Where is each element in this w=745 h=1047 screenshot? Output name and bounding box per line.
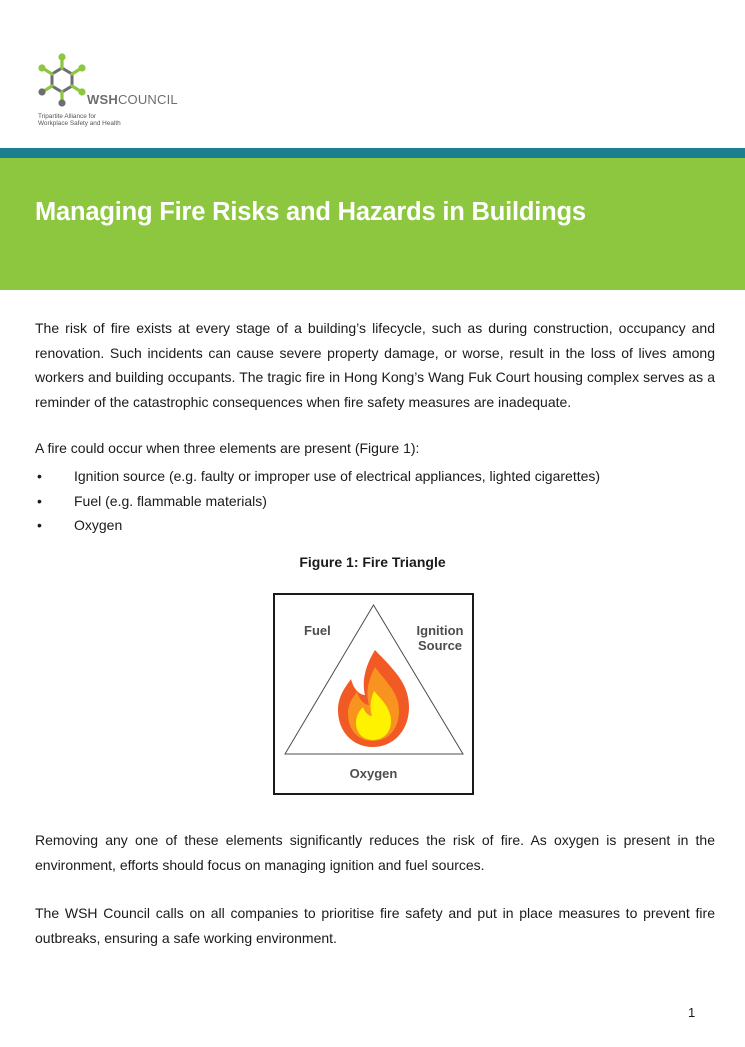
intro-paragraph: The risk of fire exists at every stage of a building’s lifecycle, such as during construction, occupancy and renovation. Such incidents can cause severe property damage, or worse, result in the loss of lives among workers and building occupants. The tragic fire in Hong Kong’s Wang Fuk Court housing complex serves as a reminder of the catastrophic consequences when fire safety measures are inadequate.	[35, 320, 715, 410]
figure-title: Figure 1: Fire Triangle	[299, 554, 446, 570]
bullet-icon: •	[37, 517, 42, 533]
fire-triangle-figure	[273, 593, 474, 795]
wsh-emblem-icon	[36, 52, 88, 110]
label-fuel: Fuel	[304, 623, 331, 638]
elements-lead: A fire could occur when three elements are present (Figure 1):	[35, 440, 420, 456]
list-item: • Ignition source (e.g. faulty or improper use of electrical appliances, lighted cigarettes)	[35, 464, 600, 489]
bullet-icon: •	[37, 468, 42, 484]
label-oxygen: Oxygen	[349, 766, 398, 781]
label-ignition-source: Ignition Source	[416, 623, 464, 653]
call-to-action-paragraph: The WSH Council calls on all companies to prioritise fire safety and put in place measures to prevent fire outbreaks, ensuring a safe working environment.	[35, 905, 715, 946]
flame-icon	[338, 650, 409, 747]
page-number: 1	[688, 1005, 696, 1020]
bullet-icon: •	[37, 492, 42, 509]
title-banner	[0, 158, 745, 290]
logo-tagline: Tripartite Alliance for Workplace Safety and Health	[38, 113, 121, 128]
list-item: • Fuel (e.g. flammable materials)	[35, 489, 600, 514]
header-accent-bar	[0, 148, 745, 158]
elements-list	[35, 464, 600, 538]
list-item: • Oxygen	[35, 513, 600, 538]
page-title: Managing Fire Risks and Hazards in Buildings	[35, 198, 586, 226]
removal-paragraph: Removing any one of these elements significantly reduces the risk of fire. As oxygen is present in the environment, efforts should focus on managing ignition and fuel sources.	[35, 832, 715, 873]
logo-wordmark: WSHCOUNCIL	[87, 92, 178, 107]
wsh-council-logo	[36, 52, 256, 132]
